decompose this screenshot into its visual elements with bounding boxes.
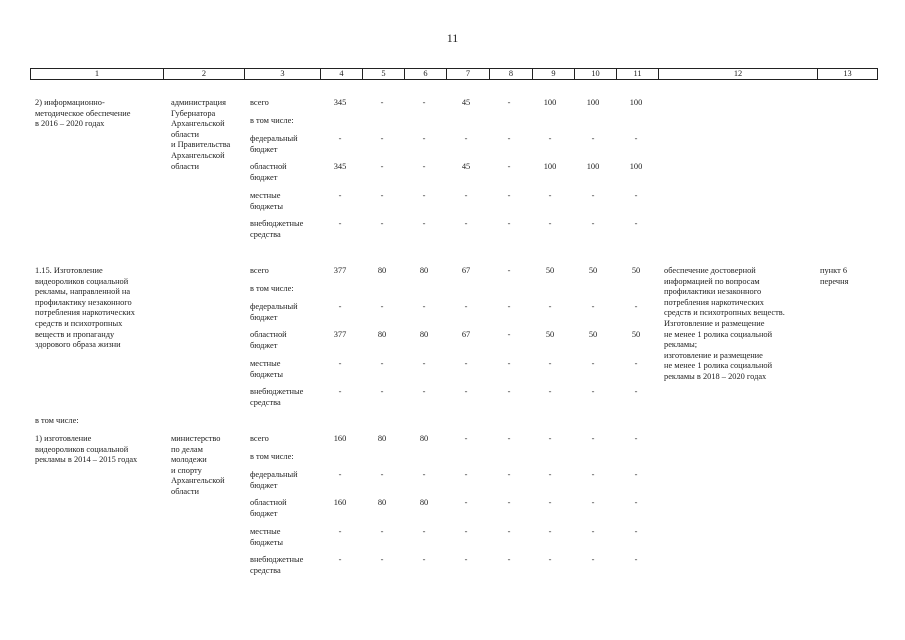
executor-name: Архангельской: [171, 151, 225, 160]
activity-name: рекламы, направленной на: [35, 287, 131, 297]
executor-name: и спорту: [171, 465, 202, 475]
funding-amount: -: [338, 555, 342, 564]
activity-name: рекламы в 2014 – 2015 годах: [35, 455, 138, 465]
expected-result: обеспечение достоверной: [664, 266, 756, 275]
funding-amount: -: [338, 527, 342, 536]
funding-amount: -: [464, 134, 468, 143]
funding-source-label: бюджеты: [250, 537, 284, 547]
funding-amount: -: [338, 219, 342, 228]
column-header: 10: [575, 69, 617, 80]
funding-amount: -: [548, 555, 552, 564]
funding-source-label: бюджеты: [250, 201, 284, 211]
funding-amount: -: [591, 527, 595, 536]
funding-amount: 100: [629, 98, 643, 107]
funding-amount: 80: [377, 498, 387, 507]
funding-amount: -: [507, 470, 511, 479]
funding-amount: 100: [629, 162, 643, 171]
activity-name: 1.15. Изготовление: [35, 266, 103, 275]
expected-result: Изготовление и размещение: [664, 319, 765, 328]
funding-amount: -: [548, 387, 552, 396]
funding-amount: 100: [543, 162, 557, 171]
executor-name: администрация: [171, 98, 226, 107]
funding-amount: -: [548, 498, 552, 507]
funding-source-label: областной: [250, 498, 287, 507]
activity-name: видеороликов социальной: [35, 444, 129, 454]
funding-amount: -: [338, 359, 342, 368]
funding-amount: -: [464, 387, 468, 396]
funding-amount: -: [591, 359, 595, 368]
expected-result: рекламы в 2018 – 2020 годах: [664, 372, 767, 381]
column-header: 9: [533, 69, 575, 80]
column-header: 1: [31, 69, 164, 80]
funding-amount: -: [634, 470, 638, 479]
funding-amount: 345: [333, 162, 347, 171]
funding-source-label: в том числе:: [250, 452, 294, 461]
funding-amount: 50: [631, 330, 641, 339]
funding-amount: -: [422, 359, 426, 368]
funding-source-label: федеральный: [250, 302, 298, 311]
reference-note: перечня: [820, 276, 849, 286]
funding-source-label: бюджет: [250, 172, 278, 182]
executor-name: области: [171, 129, 199, 139]
funding-source-label: бюджет: [250, 480, 278, 490]
funding-source-label: всего: [250, 98, 269, 107]
funding-source-label: бюджет: [250, 508, 278, 518]
funding-amount: -: [591, 470, 595, 479]
funding-amount: -: [548, 134, 552, 143]
funding-amount: -: [634, 191, 638, 200]
funding-source-label: бюджет: [250, 312, 278, 322]
funding-amount: -: [422, 555, 426, 564]
funding-amount: -: [338, 387, 342, 396]
funding-amount: -: [507, 134, 511, 143]
funding-amount: -: [380, 191, 384, 200]
funding-amount: -: [380, 555, 384, 564]
funding-amount: -: [548, 359, 552, 368]
funding-amount: -: [548, 191, 552, 200]
column-header: 4: [321, 69, 363, 80]
funding-amount: -: [380, 387, 384, 396]
funding-amount: 67: [461, 266, 471, 275]
funding-amount: -: [548, 527, 552, 536]
reference-note: пункт 6: [820, 266, 848, 275]
funding-source-label: в том числе:: [250, 284, 294, 293]
funding-amount: 67: [461, 330, 471, 339]
funding-amount: -: [338, 302, 342, 311]
funding-amount: -: [591, 134, 595, 143]
funding-amount: -: [422, 98, 426, 107]
funding-amount: 50: [545, 330, 555, 339]
funding-source-label: областной: [250, 330, 287, 339]
funding-amount: 160: [333, 498, 347, 507]
funding-amount: -: [634, 302, 638, 311]
activity-name: потребления наркотических: [35, 308, 135, 318]
funding-amount: -: [380, 527, 384, 536]
funding-amount: -: [507, 527, 511, 536]
funding-amount: -: [464, 498, 468, 507]
funding-source-label: бюджеты: [250, 369, 284, 379]
funding-source-label: местные: [250, 191, 281, 200]
funding-amount: -: [507, 387, 511, 396]
funding-source-label: местные: [250, 527, 281, 536]
funding-amount: -: [591, 434, 595, 443]
expected-result: потребления наркотических: [664, 297, 764, 307]
executor-name: области: [171, 487, 199, 496]
funding-amount: -: [422, 191, 426, 200]
funding-amount: -: [634, 434, 638, 443]
funding-amount: -: [634, 134, 638, 143]
expected-result: средств и психотропных веществ.: [664, 308, 785, 318]
executor-name: молодежи: [171, 455, 207, 465]
funding-amount: -: [380, 359, 384, 368]
column-header: 12: [659, 69, 818, 80]
column-header: 3: [245, 69, 321, 80]
funding-amount: -: [422, 219, 426, 228]
funding-amount: -: [464, 555, 468, 564]
funding-amount: -: [464, 191, 468, 200]
funding-amount: -: [380, 219, 384, 228]
funding-amount: -: [422, 134, 426, 143]
column-header: 8: [490, 69, 533, 80]
funding-amount: -: [380, 162, 384, 171]
funding-amount: 100: [543, 98, 557, 107]
activity-name: 1) изготовление: [35, 434, 92, 443]
activity-name: здорового образа жизни: [35, 340, 121, 350]
column-header: 13: [818, 69, 878, 80]
funding-amount: 45: [461, 98, 471, 107]
funding-amount: -: [464, 527, 468, 536]
funding-amount: -: [507, 302, 511, 311]
expected-result: не менее 1 ролика социальной: [664, 361, 773, 371]
funding-amount: 50: [631, 266, 641, 275]
funding-source-label: областной: [250, 162, 287, 171]
expected-result: изготовление и размещение: [664, 350, 763, 360]
funding-amount: -: [338, 191, 342, 200]
funding-amount: 377: [333, 330, 347, 339]
funding-amount: -: [591, 555, 595, 564]
funding-source-label: в том числе:: [250, 116, 294, 125]
including-label: в том числе:: [35, 416, 79, 425]
column-header-table: [30, 68, 878, 80]
funding-amount: -: [380, 470, 384, 479]
funding-amount: -: [422, 162, 426, 171]
funding-amount: -: [591, 219, 595, 228]
funding-source-label: средства: [250, 397, 281, 407]
funding-source-label: средства: [250, 565, 281, 575]
funding-amount: -: [507, 219, 511, 228]
funding-source-label: федеральный: [250, 470, 298, 479]
funding-amount: 45: [461, 162, 471, 171]
funding-amount: -: [507, 162, 511, 171]
funding-source-label: внебюджетные: [250, 387, 304, 396]
funding-amount: -: [507, 266, 511, 275]
funding-amount: -: [634, 527, 638, 536]
funding-amount: 80: [419, 434, 429, 443]
funding-amount: -: [634, 555, 638, 564]
funding-amount: -: [422, 527, 426, 536]
funding-amount: 80: [419, 266, 429, 275]
funding-amount: 50: [588, 266, 598, 275]
funding-source-label: всего: [250, 434, 269, 443]
column-header: 5: [363, 69, 405, 80]
funding-amount: -: [591, 302, 595, 311]
funding-amount: -: [507, 98, 511, 107]
funding-amount: -: [634, 359, 638, 368]
funding-amount: -: [507, 555, 511, 564]
funding-source-label: бюджет: [250, 144, 278, 154]
funding-amount: 80: [377, 330, 387, 339]
funding-amount: 345: [333, 98, 347, 107]
funding-amount: -: [338, 470, 342, 479]
funding-amount: -: [634, 219, 638, 228]
funding-amount: -: [464, 470, 468, 479]
activity-name: профилактику незаконного: [35, 297, 132, 307]
funding-amount: -: [422, 302, 426, 311]
funding-source-label: средства: [250, 229, 281, 239]
funding-amount: 80: [377, 434, 387, 443]
funding-amount: 100: [586, 98, 600, 107]
funding-amount: -: [380, 134, 384, 143]
funding-source-label: внебюджетные: [250, 219, 304, 228]
funding-amount: -: [548, 219, 552, 228]
expected-result: не менее 1 ролика социальной: [664, 329, 773, 339]
funding-amount: -: [548, 470, 552, 479]
funding-amount: -: [507, 434, 511, 443]
executor-name: по делам: [171, 444, 203, 454]
executor-name: Архангельской: [171, 119, 225, 129]
funding-amount: -: [422, 470, 426, 479]
executor-name: и Правительства: [171, 140, 231, 150]
activity-name: 2) информационно-: [35, 98, 105, 107]
activity-name: средств и психотропных: [35, 319, 123, 328]
executor-name: министерство: [171, 434, 221, 443]
funding-amount: -: [591, 387, 595, 396]
funding-amount: 50: [545, 266, 555, 275]
funding-source-label: внебюджетные: [250, 555, 304, 564]
funding-amount: -: [464, 434, 468, 443]
funding-amount: -: [591, 191, 595, 200]
funding-amount: 80: [377, 266, 387, 275]
funding-source-label: федеральный: [250, 134, 298, 143]
funding-amount: -: [380, 98, 384, 107]
executor-name: Архангельской: [171, 476, 225, 486]
funding-amount: -: [507, 191, 511, 200]
activity-name: методическое обеспечение: [35, 108, 131, 118]
column-header: 11: [617, 69, 659, 80]
column-header: 2: [164, 69, 245, 80]
funding-amount: -: [507, 498, 511, 507]
column-header: 7: [447, 69, 490, 80]
expected-result: рекламы;: [664, 340, 698, 350]
funding-amount: 80: [419, 330, 429, 339]
funding-amount: -: [380, 302, 384, 311]
funding-amount: -: [338, 134, 342, 143]
expected-result: информацией по вопросам: [664, 276, 760, 286]
funding-amount: -: [422, 387, 426, 396]
funding-amount: 80: [419, 498, 429, 507]
funding-amount: 160: [333, 434, 347, 443]
funding-amount: -: [634, 387, 638, 396]
funding-source-label: бюджет: [250, 340, 278, 350]
funding-amount: -: [507, 359, 511, 368]
funding-amount: -: [634, 498, 638, 507]
activity-name: видеороликов социальной: [35, 276, 129, 286]
funding-source-label: местные: [250, 359, 281, 368]
funding-amount: -: [464, 359, 468, 368]
activity-name: в 2016 – 2020 годах: [35, 119, 105, 129]
funding-source-label: всего: [250, 266, 269, 275]
funding-amount: -: [548, 302, 552, 311]
funding-amount: -: [548, 434, 552, 443]
executor-name: области: [171, 161, 199, 171]
funding-amount: -: [507, 330, 511, 339]
column-header: 6: [405, 69, 447, 80]
executor-name: Губернатора: [171, 108, 216, 118]
funding-amount: 50: [588, 330, 598, 339]
page-number: 11: [446, 31, 459, 45]
funding-amount: 100: [586, 162, 600, 171]
activity-name: веществ и пропаганду: [35, 329, 115, 339]
funding-amount: 377: [333, 266, 347, 275]
funding-amount: -: [591, 498, 595, 507]
funding-amount: -: [464, 302, 468, 311]
funding-amount: -: [464, 219, 468, 228]
expected-result: профилактики незаконного: [664, 287, 762, 297]
